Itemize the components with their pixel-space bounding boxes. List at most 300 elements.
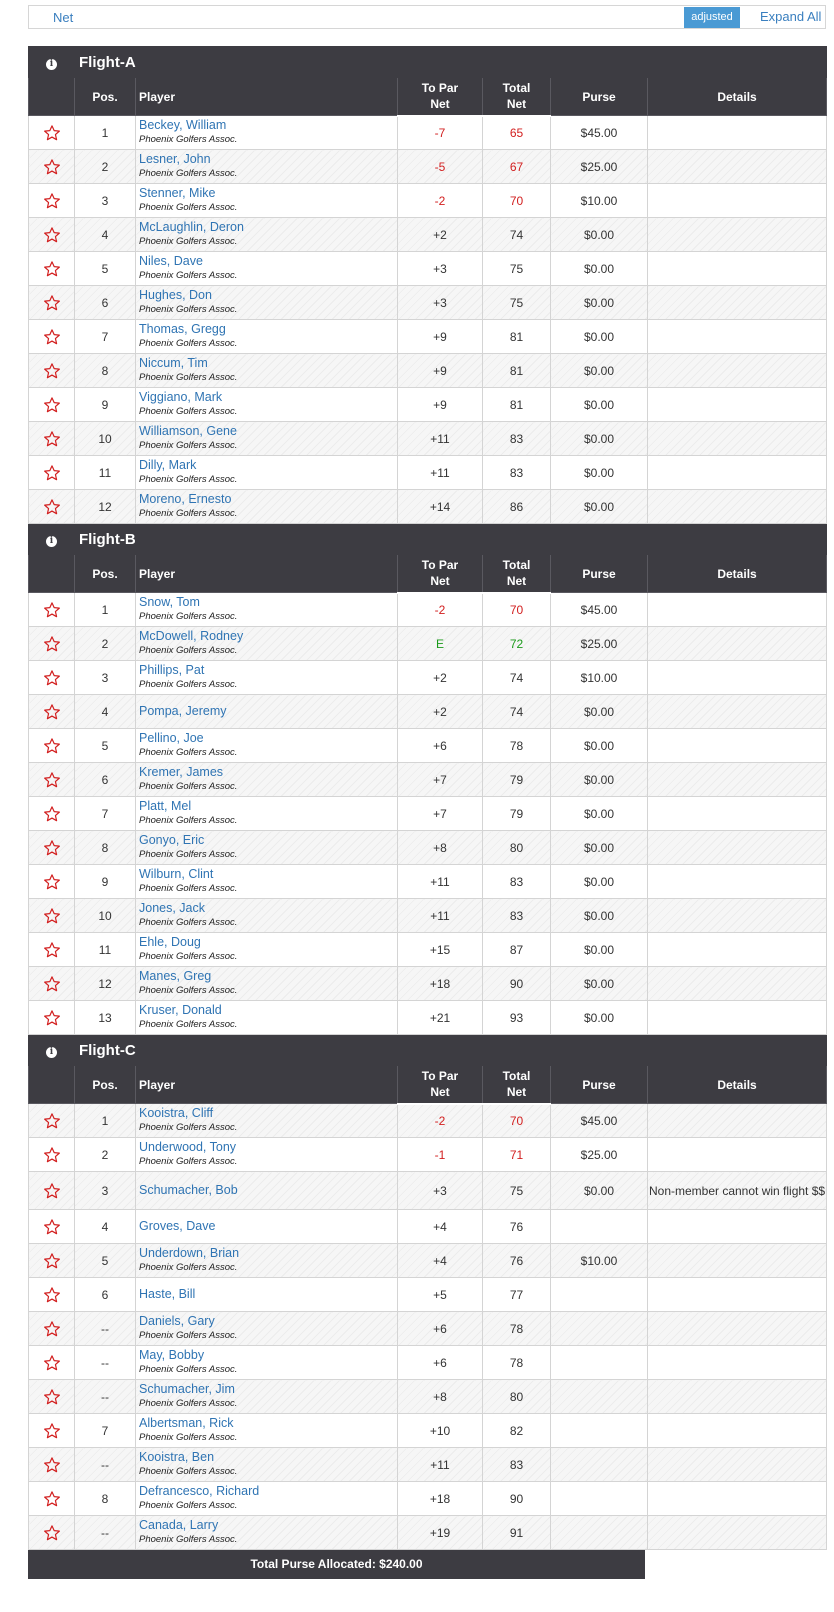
player-name-link[interactable]: Snow, Tom — [139, 595, 200, 609]
total-net-cell: 75 — [483, 1172, 551, 1210]
player-cell — [136, 422, 398, 456]
star-outline-icon[interactable] — [43, 635, 61, 653]
favorite-cell — [29, 422, 75, 456]
favorite-cell — [29, 218, 75, 252]
favorite-cell — [29, 865, 75, 899]
player-row — [29, 354, 827, 388]
player-association: Phoenix Golfers Assoc. — [139, 440, 238, 451]
star-outline-icon[interactable] — [43, 1524, 61, 1542]
column-header-row — [29, 555, 827, 593]
to-par-cell: +21 — [398, 1001, 483, 1035]
position-cell: 6 — [75, 763, 136, 797]
purse-column-header: Purse — [551, 78, 648, 116]
player-name-link[interactable]: Viggiano, Mark — [139, 390, 223, 404]
star-outline-icon[interactable] — [43, 1252, 61, 1270]
purse-column-header: Purse — [551, 1066, 648, 1104]
star-outline-icon[interactable] — [43, 1320, 61, 1338]
position-cell: 8 — [75, 1482, 136, 1516]
flight-header — [29, 524, 827, 555]
player-association: Phoenix Golfers Assoc. — [139, 679, 238, 690]
view-toolbar — [28, 5, 826, 29]
purse-cell — [551, 1210, 648, 1244]
star-outline-icon[interactable] — [43, 1388, 61, 1406]
purse-cell: $10.00 — [551, 184, 648, 218]
player-name-link[interactable]: Underdown, Brian — [139, 1246, 240, 1260]
player-row — [29, 1210, 827, 1244]
flight-info-cell[interactable] — [29, 524, 75, 555]
player-row — [29, 252, 827, 286]
total-net-cell: 71 — [483, 1138, 551, 1172]
player-association: Phoenix Golfers Assoc. — [139, 917, 238, 928]
details-cell — [648, 865, 827, 899]
favorite-cell — [29, 1001, 75, 1035]
player-name-link[interactable]: Pompa, Jeremy — [139, 704, 227, 718]
details-cell — [648, 320, 827, 354]
to-par-cell: -5 — [398, 150, 483, 184]
player-cell — [136, 1516, 398, 1550]
position-cell: 4 — [75, 218, 136, 252]
player-name-link[interactable]: Ehle, Doug — [139, 935, 201, 949]
position-cell: 9 — [75, 865, 136, 899]
to-par-cell: +9 — [398, 354, 483, 388]
topar-header-line2: Net — [430, 97, 450, 112]
position-cell: -- — [75, 1380, 136, 1414]
player-name-link[interactable]: Pellino, Joe — [139, 731, 204, 745]
player-cell — [136, 593, 398, 627]
favorite-cell — [29, 797, 75, 831]
total-net-cell: 65 — [483, 116, 551, 150]
position-cell: 5 — [75, 1244, 136, 1278]
total-net-cell: 74 — [483, 695, 551, 729]
player-association: Phoenix Golfers Assoc. — [139, 134, 238, 145]
star-outline-icon[interactable] — [43, 498, 61, 516]
leaderboard-table — [28, 46, 827, 1550]
star-outline-icon[interactable] — [43, 805, 61, 823]
favorite-cell — [29, 967, 75, 1001]
total-net-cell: 80 — [483, 831, 551, 865]
purse-cell: $0.00 — [551, 865, 648, 899]
star-outline-icon[interactable] — [43, 1112, 61, 1130]
total-net-column-header[interactable] — [483, 555, 551, 593]
position-cell: 8 — [75, 354, 136, 388]
total-net-cell: 74 — [483, 661, 551, 695]
expand-all-link[interactable]: Expand All — [760, 9, 822, 24]
star-outline-icon[interactable] — [43, 873, 61, 891]
star-outline-icon[interactable] — [43, 669, 61, 687]
star-outline-icon[interactable] — [43, 1422, 61, 1440]
star-outline-icon[interactable] — [43, 1354, 61, 1372]
player-row — [29, 490, 827, 524]
player-association: Phoenix Golfers Assoc. — [139, 815, 238, 826]
purse-cell: $0.00 — [551, 422, 648, 456]
favorite-cell — [29, 320, 75, 354]
player-name-link[interactable]: Platt, Mel — [139, 799, 192, 813]
player-association: Phoenix Golfers Assoc. — [139, 372, 238, 383]
star-outline-icon[interactable] — [43, 1146, 61, 1164]
star-outline-icon[interactable] — [43, 737, 61, 755]
player-association: Phoenix Golfers Assoc. — [139, 1466, 238, 1477]
player-cell — [136, 627, 398, 661]
player-name-link[interactable]: Gonyo, Eric — [139, 833, 205, 847]
player-name-link[interactable]: Moreno, Ernesto — [139, 492, 232, 506]
to-par-cell: -2 — [398, 593, 483, 627]
details-cell — [648, 218, 827, 252]
star-outline-icon[interactable] — [43, 362, 61, 380]
total-header-line2: Net — [506, 574, 527, 589]
purse-cell: $0.00 — [551, 967, 648, 1001]
player-column-header: Player — [136, 555, 398, 593]
favorite-cell — [29, 1414, 75, 1448]
position-cell: 13 — [75, 1001, 136, 1035]
player-row — [29, 763, 827, 797]
flight-title: Flight-C — [75, 1035, 827, 1066]
favorite-cell — [29, 116, 75, 150]
purse-cell: $0.00 — [551, 933, 648, 967]
to-par-cell: +7 — [398, 763, 483, 797]
favorite-cell — [29, 490, 75, 524]
to-par-cell: +18 — [398, 967, 483, 1001]
player-name-link[interactable]: Kooistra, Ben — [139, 1450, 215, 1464]
player-cell — [136, 899, 398, 933]
favorite-cell — [29, 1346, 75, 1380]
player-row — [29, 797, 827, 831]
leaderboard — [28, 46, 826, 1571]
star-outline-icon[interactable] — [43, 907, 61, 925]
player-association: Phoenix Golfers Assoc. — [139, 304, 238, 315]
topar-header-line2: Net — [430, 574, 450, 589]
player-row — [29, 933, 827, 967]
player-cell — [136, 1482, 398, 1516]
details-cell — [648, 456, 827, 490]
details-cell — [648, 1278, 827, 1312]
purse-cell — [551, 1516, 648, 1550]
star-outline-icon[interactable] — [43, 328, 61, 346]
player-name-link[interactable]: Canada, Larry — [139, 1518, 219, 1532]
player-name-link[interactable]: Beckey, William — [139, 118, 227, 132]
star-outline-icon[interactable] — [43, 975, 61, 993]
favorite-cell — [29, 252, 75, 286]
player-column-header: Player — [136, 78, 398, 116]
player-cell — [136, 116, 398, 150]
topar-net-column-header[interactable] — [398, 555, 483, 593]
star-outline-icon[interactable] — [43, 192, 61, 210]
purse-cell: $0.00 — [551, 388, 648, 422]
player-name-link[interactable]: Daniels, Gary — [139, 1314, 215, 1328]
player-row — [29, 456, 827, 490]
to-par-cell: +10 — [398, 1414, 483, 1448]
player-association: Phoenix Golfers Assoc. — [139, 1500, 238, 1511]
star-outline-icon[interactable] — [43, 294, 61, 312]
player-row — [29, 593, 827, 627]
player-name-link[interactable]: Manes, Greg — [139, 969, 212, 983]
player-name-link[interactable]: Hughes, Don — [139, 288, 212, 302]
topar-net-column-header[interactable] — [398, 1066, 483, 1104]
player-cell — [136, 1001, 398, 1035]
favorite-cell — [29, 1278, 75, 1312]
details-cell — [648, 1210, 827, 1244]
total-net-cell: 82 — [483, 1414, 551, 1448]
player-name-link[interactable]: Kremer, James — [139, 765, 224, 779]
favorite-cell — [29, 1244, 75, 1278]
position-cell: 7 — [75, 1414, 136, 1448]
to-par-cell: +3 — [398, 286, 483, 320]
to-par-cell: +9 — [398, 388, 483, 422]
star-outline-icon[interactable] — [43, 703, 61, 721]
player-association: Phoenix Golfers Assoc. — [139, 474, 238, 485]
player-cell — [136, 695, 398, 729]
pos-column-header: Pos. — [75, 1066, 136, 1104]
player-cell — [136, 1104, 398, 1138]
player-association: Phoenix Golfers Assoc. — [139, 611, 238, 622]
to-par-cell: +11 — [398, 865, 483, 899]
to-par-cell: +9 — [398, 320, 483, 354]
position-cell: 2 — [75, 627, 136, 661]
total-net-cell: 87 — [483, 933, 551, 967]
star-outline-icon[interactable] — [43, 1182, 61, 1200]
player-association: Phoenix Golfers Assoc. — [139, 781, 238, 792]
player-name-link[interactable]: Kruser, Donald — [139, 1003, 222, 1017]
position-cell: 3 — [75, 661, 136, 695]
player-cell — [136, 184, 398, 218]
player-cell — [136, 933, 398, 967]
info-circle-icon[interactable]: i — [46, 1047, 57, 1058]
player-association: Phoenix Golfers Assoc. — [139, 1122, 238, 1133]
details-cell — [648, 1414, 827, 1448]
position-cell: 4 — [75, 695, 136, 729]
player-row — [29, 184, 827, 218]
position-cell: 5 — [75, 252, 136, 286]
player-cell — [136, 729, 398, 763]
player-name-link[interactable]: Kooistra, Cliff — [139, 1106, 214, 1120]
flight-info-cell[interactable] — [29, 1035, 75, 1066]
star-outline-icon[interactable] — [43, 396, 61, 414]
adjusted-toggle[interactable]: adjusted — [684, 7, 740, 28]
star-outline-icon[interactable] — [43, 430, 61, 448]
star-outline-icon[interactable] — [43, 260, 61, 278]
pos-column-header: Pos. — [75, 78, 136, 116]
total-net-cell: 81 — [483, 320, 551, 354]
player-row — [29, 1244, 827, 1278]
info-circle-icon[interactable]: i — [46, 59, 57, 70]
flight-title: Flight-A — [75, 47, 827, 78]
to-par-cell: +6 — [398, 1346, 483, 1380]
flight-header — [29, 1035, 827, 1066]
player-row — [29, 1312, 827, 1346]
star-outline-icon[interactable] — [43, 1218, 61, 1236]
star-outline-icon[interactable] — [43, 1009, 61, 1027]
player-cell — [136, 354, 398, 388]
player-row — [29, 1001, 827, 1035]
player-row — [29, 899, 827, 933]
total-net-column-header[interactable] — [483, 1066, 551, 1104]
details-cell — [648, 1138, 827, 1172]
details-cell — [648, 797, 827, 831]
player-column-header: Player — [136, 1066, 398, 1104]
details-cell — [648, 286, 827, 320]
total-net-cell: 70 — [483, 1104, 551, 1138]
to-par-cell: E — [398, 627, 483, 661]
player-row — [29, 150, 827, 184]
net-tab[interactable]: Net — [53, 10, 74, 25]
total-net-cell: 91 — [483, 1516, 551, 1550]
favorite-cell — [29, 1448, 75, 1482]
purse-column-header: Purse — [551, 555, 648, 593]
player-name-link[interactable]: Defrancesco, Richard — [139, 1484, 260, 1498]
player-cell — [136, 1448, 398, 1482]
position-cell: -- — [75, 1448, 136, 1482]
player-association: Phoenix Golfers Assoc. — [139, 1398, 238, 1409]
total-header-line1: Total — [502, 1069, 531, 1084]
to-par-cell: +2 — [398, 218, 483, 252]
player-name-link[interactable]: Thomas, Gregg — [139, 322, 226, 336]
fav-column-header — [29, 78, 75, 116]
star-outline-icon[interactable] — [43, 226, 61, 244]
total-net-cell: 76 — [483, 1244, 551, 1278]
to-par-cell: +6 — [398, 729, 483, 763]
star-outline-icon[interactable] — [43, 1456, 61, 1474]
player-association: Phoenix Golfers Assoc. — [139, 270, 238, 281]
player-row — [29, 116, 827, 150]
player-name-link[interactable]: Niles, Dave — [139, 254, 203, 268]
player-cell — [136, 1380, 398, 1414]
purse-cell: $0.00 — [551, 831, 648, 865]
purse-cell — [551, 1414, 648, 1448]
player-row — [29, 1346, 827, 1380]
player-row — [29, 1172, 827, 1210]
player-name-link[interactable]: Underwood, Tony — [139, 1140, 237, 1154]
total-net-cell: 72 — [483, 627, 551, 661]
favorite-cell — [29, 150, 75, 184]
to-par-cell: +3 — [398, 252, 483, 286]
star-outline-icon[interactable] — [43, 158, 61, 176]
details-cell — [648, 1448, 827, 1482]
total-net-cell: 75 — [483, 252, 551, 286]
details-cell — [648, 593, 827, 627]
player-name-link[interactable]: Groves, Dave — [139, 1219, 216, 1233]
position-cell: 12 — [75, 967, 136, 1001]
purse-cell: $0.00 — [551, 1172, 648, 1210]
to-par-cell: +6 — [398, 1312, 483, 1346]
player-name-link[interactable]: Williamson, Gene — [139, 424, 237, 438]
player-association: Phoenix Golfers Assoc. — [139, 645, 238, 656]
details-cell — [648, 116, 827, 150]
total-net-cell: 83 — [483, 1448, 551, 1482]
player-row — [29, 1380, 827, 1414]
star-outline-icon[interactable] — [43, 839, 61, 857]
player-name-link[interactable]: Jones, Jack — [139, 901, 206, 915]
star-outline-icon[interactable] — [43, 601, 61, 619]
details-cell — [648, 1244, 827, 1278]
details-cell — [648, 933, 827, 967]
player-name-link[interactable]: Haste, Bill — [139, 1287, 196, 1301]
info-circle-icon[interactable]: i — [46, 536, 57, 547]
details-column-header: Details — [648, 1066, 827, 1104]
player-cell — [136, 218, 398, 252]
player-row — [29, 1482, 827, 1516]
details-cell — [648, 661, 827, 695]
position-cell: 3 — [75, 1172, 136, 1210]
to-par-cell: -1 — [398, 1138, 483, 1172]
player-association: Phoenix Golfers Assoc. — [139, 508, 238, 519]
player-name-link[interactable]: Stenner, Mike — [139, 186, 216, 200]
to-par-cell: +15 — [398, 933, 483, 967]
player-name-link[interactable]: McLaughlin, Deron — [139, 220, 244, 234]
position-cell: 6 — [75, 1278, 136, 1312]
player-name-link[interactable]: Lesner, John — [139, 152, 211, 166]
pos-column-header: Pos. — [75, 555, 136, 593]
star-outline-icon[interactable] — [43, 464, 61, 482]
to-par-cell: +19 — [398, 1516, 483, 1550]
details-cell — [648, 729, 827, 763]
star-outline-icon[interactable] — [43, 124, 61, 142]
total-net-cell: 90 — [483, 967, 551, 1001]
purse-cell: $10.00 — [551, 1244, 648, 1278]
player-association: Phoenix Golfers Assoc. — [139, 1262, 238, 1273]
player-name-link[interactable]: Schumacher, Bob — [139, 1183, 238, 1197]
details-cell — [648, 763, 827, 797]
purse-cell — [551, 1346, 648, 1380]
star-outline-icon[interactable] — [43, 1490, 61, 1508]
to-par-cell: +8 — [398, 831, 483, 865]
details-cell — [648, 1346, 827, 1380]
to-par-cell: -2 — [398, 1104, 483, 1138]
to-par-cell: +2 — [398, 695, 483, 729]
favorite-cell — [29, 593, 75, 627]
favorite-cell — [29, 1380, 75, 1414]
player-cell — [136, 1414, 398, 1448]
favorite-cell — [29, 1138, 75, 1172]
to-par-cell: -2 — [398, 184, 483, 218]
player-row — [29, 967, 827, 1001]
player-name-link[interactable]: Wilburn, Clint — [139, 867, 214, 881]
star-outline-icon[interactable] — [43, 771, 61, 789]
favorite-cell — [29, 1516, 75, 1550]
star-outline-icon[interactable] — [43, 1286, 61, 1304]
total-net-column-header[interactable] — [483, 78, 551, 116]
player-cell — [136, 490, 398, 524]
player-association: Phoenix Golfers Assoc. — [139, 985, 238, 996]
player-name-link[interactable]: McDowell, Rodney — [139, 629, 244, 643]
purse-cell: $0.00 — [551, 729, 648, 763]
player-association: Phoenix Golfers Assoc. — [139, 1156, 238, 1167]
player-name-link[interactable]: May, Bobby — [139, 1348, 205, 1362]
to-par-cell: +11 — [398, 456, 483, 490]
player-name-link[interactable]: Schumacher, Jim — [139, 1382, 235, 1396]
player-name-link[interactable]: Niccum, Tim — [139, 356, 208, 370]
topar-net-column-header[interactable] — [398, 78, 483, 116]
player-cell — [136, 967, 398, 1001]
position-cell: 7 — [75, 797, 136, 831]
player-association: Phoenix Golfers Assoc. — [139, 1534, 238, 1545]
player-cell — [136, 1312, 398, 1346]
player-cell — [136, 1210, 398, 1244]
total-net-cell: 70 — [483, 593, 551, 627]
favorite-cell — [29, 831, 75, 865]
star-outline-icon[interactable] — [43, 941, 61, 959]
total-net-cell: 79 — [483, 797, 551, 831]
player-row — [29, 388, 827, 422]
purse-cell: $0.00 — [551, 763, 648, 797]
total-net-cell: 81 — [483, 354, 551, 388]
flight-info-cell[interactable] — [29, 47, 75, 78]
player-association: Phoenix Golfers Assoc. — [139, 849, 238, 860]
player-name-link[interactable]: Dilly, Mark — [139, 458, 197, 472]
player-name-link[interactable]: Albertsman, Rick — [139, 1416, 234, 1430]
details-cell — [648, 490, 827, 524]
player-name-link[interactable]: Phillips, Pat — [139, 663, 205, 677]
purse-cell: $0.00 — [551, 490, 648, 524]
total-net-cell: 67 — [483, 150, 551, 184]
